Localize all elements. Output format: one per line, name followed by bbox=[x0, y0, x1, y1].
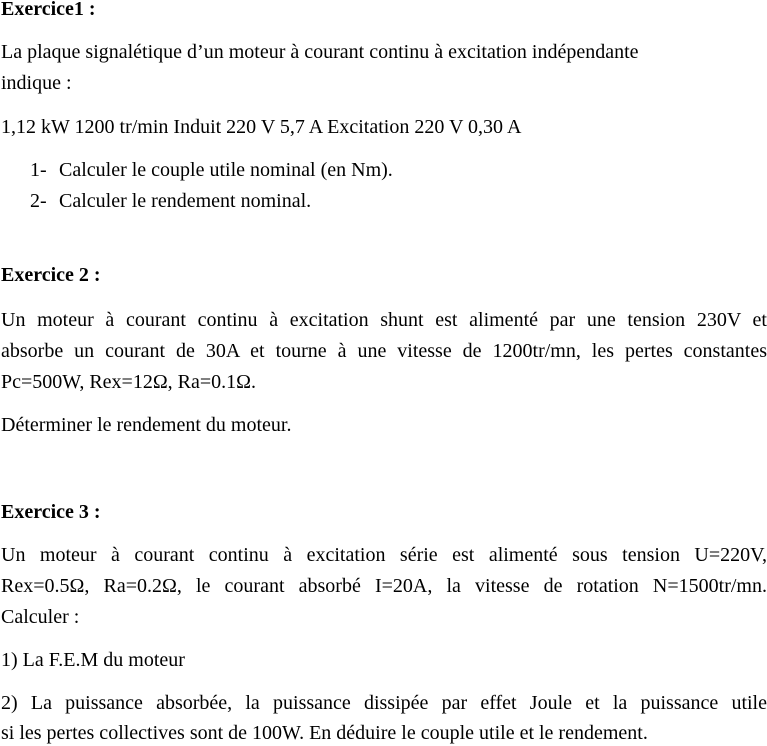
exercise-1-question-1 bbox=[30, 158, 393, 182]
exercise-2-question: Déterminer le rendement du moteur. bbox=[1, 414, 292, 436]
question-text: Calculer le couple utile nominal (en Nm). bbox=[59, 159, 393, 181]
exercise-1-text-line-2: indique : bbox=[1, 72, 72, 94]
exercise-3-text-line-3: Calculer : bbox=[1, 606, 80, 628]
question-text: Calculer le rendement nominal. bbox=[59, 190, 312, 212]
exercise-3-question-1: 1) La F.E.M du moteur bbox=[1, 649, 185, 671]
exercise-2-title: Exercice 2 : bbox=[1, 264, 101, 286]
exercise-1-question-2 bbox=[30, 189, 311, 213]
exercise-3-text-line-2: Rex=0.5Ω, Ra=0.2Ω, le courant absorbé I=20A, la vitesse de rotation N=1500tr/mn. bbox=[1, 575, 767, 597]
exercise-3-question-2-line-1: 2) La puissance absorbée, la puissance dissipée par effet Joule et la puissance utile bbox=[1, 692, 767, 714]
exercise-1-title: Exercice1 : bbox=[1, 0, 96, 20]
question-number: 1- bbox=[30, 159, 47, 181]
exercise-3-text-line-1: Un moteur à courant continu à excitation série est alimenté sous tension U=220V, bbox=[1, 544, 767, 566]
exercise-2-text-line-3: Pc=500W, Rex=12Ω, Ra=0.1Ω. bbox=[1, 371, 257, 393]
exercise-1-text-line-1: La plaque signalétique d’un moteur à courant continu à excitation indépendante bbox=[1, 41, 639, 63]
exercise-2-text-line-1: Un moteur à courant continu à excitation shunt est alimenté par une tension 230V et bbox=[1, 309, 767, 331]
exercise-3-title: Exercice 3 : bbox=[1, 501, 101, 523]
exercise-1-specs: 1,12 kW 1200 tr/min Induit 220 V 5,7 A Excitation 220 V 0,30 A bbox=[1, 116, 522, 138]
question-number: 2- bbox=[30, 190, 47, 212]
exercise-3-question-2-line-2: si les pertes collectives sont de 100W. En déduire le couple utile et le rendement. bbox=[1, 722, 648, 744]
exercise-2-text-line-2: absorbe un courant de 30A et tourne à une vitesse de 1200tr/mn, les pertes constantes bbox=[1, 340, 767, 362]
